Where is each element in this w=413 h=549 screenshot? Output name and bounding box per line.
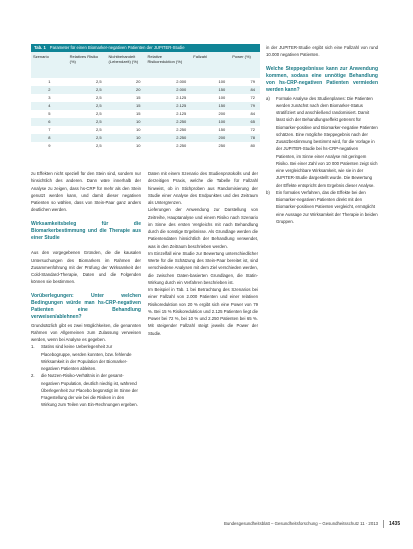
list-letter: a) (266, 95, 270, 101)
table-cell: 200 (218, 135, 226, 141)
table-row (31, 118, 260, 126)
table-cell: 1 (48, 79, 51, 85)
table-cell: 72 (250, 127, 255, 133)
page-number: 1435 (389, 521, 401, 527)
table-row (31, 86, 260, 94)
table-cell: 150 (218, 103, 226, 109)
table-cell: 7 (48, 127, 51, 133)
table-cell: 2.125 (176, 95, 187, 101)
table-cell: 2.250 (176, 143, 187, 149)
table-header-cell: Szenario (33, 54, 49, 59)
table-cell: 9 (48, 143, 51, 149)
table-cell: 10 (136, 135, 141, 141)
table-header-cell: Fallzahl (193, 54, 208, 59)
table-cell: 100 (218, 119, 226, 125)
table-cell: 79 (250, 103, 255, 109)
table-cell: 2.250 (176, 119, 187, 125)
table-cell: 2,5 (95, 135, 102, 141)
table-cell: 79 (250, 79, 255, 85)
table-row (31, 126, 260, 134)
table-cell: 250 (218, 143, 226, 149)
table-row (31, 110, 260, 118)
table-cell: 20 (136, 79, 141, 85)
section-heading: Vorüberlegungen: Unter welchen Bedingungen würde man hs-CRP-negativen Patienten eine Behandlung verweisen/ablehnen? (31, 292, 141, 321)
list-item (31, 372, 141, 408)
table-header-cell: Power (%) (232, 54, 251, 59)
body-paragraph: Im Einzelfall eine Studie zur Bewertung unterschiedlicher Werte für die Schätzung des Stein-Paar bereitet ist, sind verschiedene Analysen mit dem Ziel verschieden werden, die zwischen Daten-basierten Grundlagen, die Statin-Wirkung durch ein Verfahren beschrieben ist. (148, 250, 258, 285)
table-cell: 78 (250, 135, 255, 141)
table-cell: 84 (250, 111, 255, 117)
table-cell: 2.000 (176, 87, 187, 93)
section-heading: Wirksamkeitsbeleg für die Biomarkerbestimmung und die Therapie aus einer Studie (31, 220, 141, 241)
page-footer (224, 519, 405, 529)
middle-column (148, 170, 258, 515)
table-cell: 2.125 (176, 103, 187, 109)
table-cell: 84 (250, 87, 255, 93)
list-text: Ein formales Verfahren, das die Effekte bei den Biomarker-negativen Patienten direkt mit den Biomarker-positiven Patienten vergleicht, ermöglicht eine Aussage zur Wirksamkeit der Therapie in beiden Gruppen. (276, 189, 378, 224)
body-paragraph: Grundsätzlich gibt es zwei Möglichkeiten, die genannten Rahmen von Allgemeinen zum Zulassung verweisen werden, wenn bei Analyse es gegeben. (31, 322, 141, 342)
table-cell: 2,5 (95, 87, 102, 93)
table-cell: 2,5 (95, 95, 102, 101)
table-cell: 2.125 (176, 111, 187, 117)
table-row (31, 94, 260, 102)
table-cell: 2,5 (95, 103, 102, 109)
body-paragraph: Im Beispiel in Tab. 1 bei Betrachtung des Szenarios bei einer Fallzahl von 2.000 Patienten und einer relativen Risikoreduktion von 20 % ergibt sich eine Power von 79 %. Bei 15 % Risikoreduktion und 2.125 Patienten liegt die Power bei 72 %, bei 10 % und 2.250 Patienten bei 65 %. Mit steigender Fallzahl steigt jeweils die Power der Studie. (148, 287, 258, 336)
table-cell: 150 (218, 127, 226, 133)
table-cell: 80 (250, 143, 255, 149)
table-header-cell: Relative Risikoreduktion (%) (147, 54, 183, 65)
right-column (266, 44, 378, 515)
body-paragraph: Aus den vorgegebenen Gründen, die die kausalen Untersuchungen des Biomarkers im Rahmen der Zusammenführung mit der Prüfung der Wirksamkeit der Cold-Standard-Therapie, Daten und die Folgenden können sie bestimmen. (31, 250, 141, 285)
table-cell: 150 (218, 87, 226, 93)
table-cell: 10 (136, 143, 141, 149)
data-table (31, 44, 260, 159)
table-cell: 65 (250, 119, 255, 125)
table-cell: 10 (136, 119, 141, 125)
table-cell: 2.250 (176, 127, 187, 133)
table-cell: 2,5 (95, 79, 102, 85)
journal-citation: Bundesgesundheitsblatt – Gesundheitsforschung – Gesundheitsschutz 11 · 2013 (224, 521, 378, 526)
table-label: Tab. 1 (34, 45, 46, 50)
table-cell: 8 (48, 135, 51, 141)
list-text: Statins sind keine Ueberlegenheit zur Placebogruppe, werden konnten, bzw. fehlende Wirksamkeit in der Population der Biomarker-negativen Patienten ableiten. (41, 344, 132, 371)
list-letter: b) (266, 189, 270, 195)
table-cell: 10 (136, 127, 141, 133)
body-paragraph: in der JUPITER-Studie ergibt sich eine Fallzahl von rund 10.000 negativen Patienten. (266, 45, 378, 58)
body-paragraph: Daten mit einem Szenario des Studienprotokolls und der derzeitigen Praxis, welche die Tabelle für Fallzahl hinweist, ob in Stichproben aus Randomisierung der Studie einer Analyse des Endpunktes und des Zeitraum als Untergrenzen. (148, 171, 258, 205)
list-text: Formale Analyse des Studienplanes: Die Patienten werden zunächst nach dem Biomarker-Status stratifiziert und anschließend randomisiert. Damit lässt sich der Behandlungseffekt getrennt für Biomarker-positive und Biomarker-negative Patienten schätzen. Eine mögliche Steppegebnis nach der Zusatzbestimmung bestimmt wird, für die Vorlage in der JUPITER-Studie bei hs-CRP-negativen Patienten, im Sinne einer Analyse mit geringem Risiko. Bei einer Zahl von 10 000 Patienten zeigt sich eine vergleichbare Wirksamkeit, wie sie in der JUPITER-Studie dargestellt wurde. Die Bewertung der Effekte entspricht dem Ergebnis dieser Analyse. (276, 95, 378, 188)
table-row (31, 134, 260, 142)
list-item (266, 95, 378, 189)
left-column (31, 170, 141, 515)
table-cell: 100 (218, 95, 226, 101)
list-item (266, 189, 378, 225)
table-row (31, 102, 260, 110)
table-row (31, 142, 260, 150)
table-cell: 2,5 (95, 111, 102, 117)
table-cell: 200 (218, 111, 226, 117)
list-number: 1. (31, 344, 35, 350)
footer-divider (383, 520, 384, 528)
list-text: die Nutzen-Risiko-Verhältnis in der gesamt-negativen Population, deutlich niedrig ist, während Überlegenheit zur Placebo begünstigt im Sinne der Fragestellung der wie bei die Risiken in den Wirkung zum Teilen von Ein-Rechnungen ergeben. (41, 373, 138, 408)
lettered-list (266, 95, 378, 226)
table-cell: 6 (48, 119, 51, 125)
table-cell: 2.250 (176, 135, 187, 141)
table-cell: 15 (136, 95, 141, 101)
table-cell: 2.000 (176, 79, 187, 85)
list-item (31, 343, 141, 372)
numbered-list (31, 343, 141, 408)
table-title: Parameter für einen Biomarker-negativen Patienten der JUPITER-Studie (49, 45, 185, 50)
table-header-cell: Nichtbehandelt (Lebendzeit) (%) (108, 54, 139, 65)
body-paragraph: zu Effekten nicht speziell für den Stein sind, sondern nur hinsichtlich des anderen. Dann wäre innerhalb der Analyse zu zeigen, dass hs-CRP für mehr als den Stein genutzt werden kann, und damit dieser negativen Patienten so wählen, dass von Stein-Paar ganz anders deutlichen werden. (31, 171, 141, 213)
table-cell: 3 (48, 95, 51, 101)
section-heading: Welche Steppegebnisse kann zur Anwendung kommen, sodass eine unnötige Behandlung von hs-CRP-negativen Patienten vermieden werden kann? (266, 65, 378, 94)
table-cell: 2,5 (95, 143, 102, 149)
list-number: 2. (31, 373, 35, 379)
table-cell: 20 (136, 87, 141, 93)
table-cell: 2 (48, 87, 51, 93)
body-paragraph: Lieferungen der Anwendung zur Darstellung von Zeitreihe, Hauptanalyse und einem Risiko nach Szenario im Sinne des ersten Vergleichs mit nach Behandlung durch die sonstige Ergebnisse. Als Grundlage werden die Patientendaten hinsichtlich der Behandlung verwendet, was in den Zeitraum beschrieben werden. (148, 207, 258, 249)
table-cell: 100 (218, 79, 226, 85)
table-grid (31, 52, 260, 150)
table-cell: 15 (136, 103, 141, 109)
table-cell: 5 (48, 111, 51, 117)
table-caption (31, 44, 260, 52)
table-cell: 72 (250, 95, 255, 101)
table-header-row (31, 52, 260, 78)
table-cell: 2,5 (95, 119, 102, 125)
table-cell: 4 (48, 103, 51, 109)
table-cell: 2,5 (95, 127, 102, 133)
table-cell: 15 (136, 111, 141, 117)
table-header-cell: Relatives Risiko (%) (69, 54, 99, 65)
table-row (31, 78, 260, 86)
